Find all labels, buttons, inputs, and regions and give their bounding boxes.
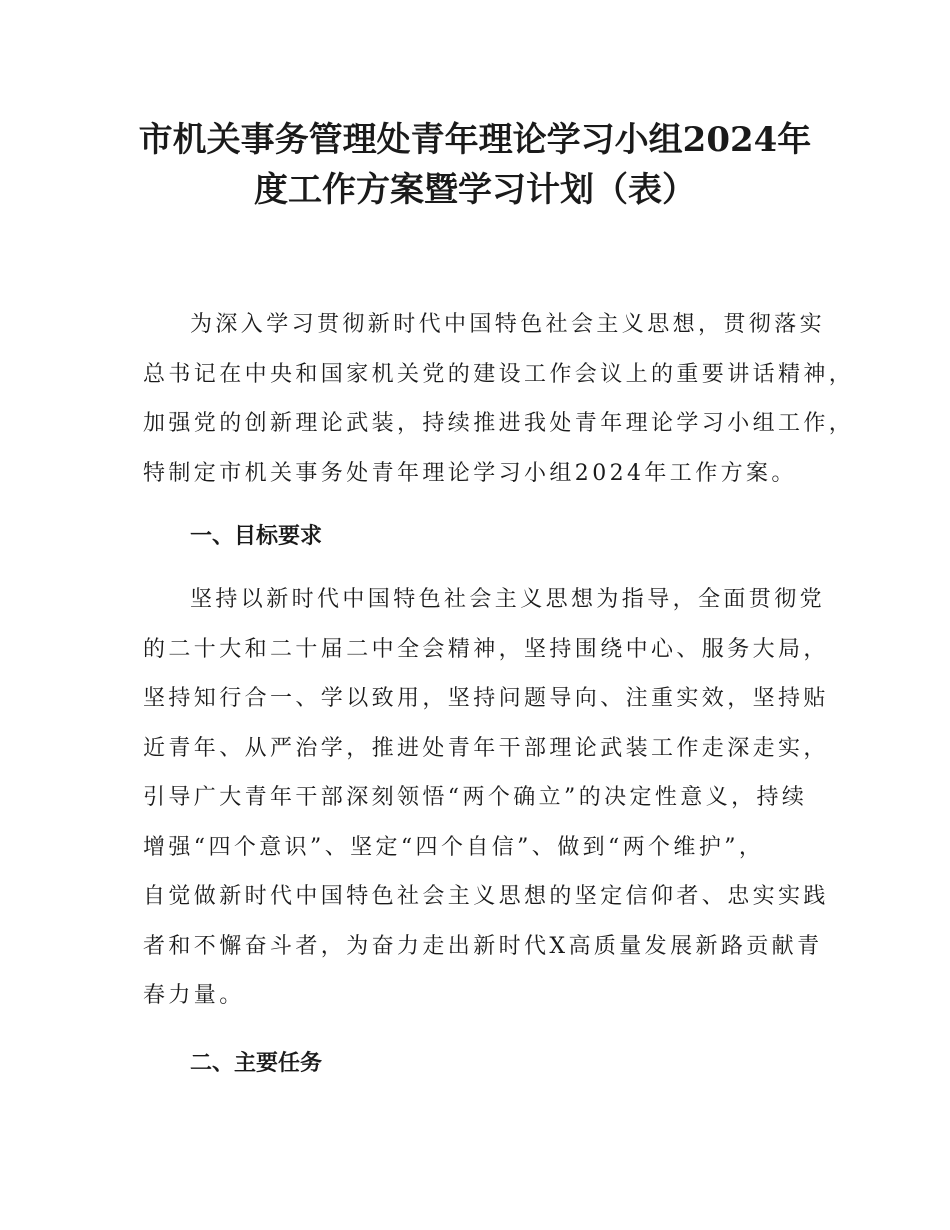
- intro-line: 总书记在中央和国家机关党的建设工作会议上的重要讲话精神，: [143, 361, 855, 387]
- goals-line: 者和不懈奋斗者，为奋力走出新时代X高质量发展新路贡献青: [143, 933, 823, 959]
- goals-line: 引导广大青年干部深刻领悟“两个确立”的决定性意义，持续: [143, 785, 808, 810]
- goals-line: 的二十大和二十届二中全会精神，坚持围绕中心、服务大局，: [143, 636, 829, 662]
- document-title-line-1: 市机关事务管理处青年理论学习小组2024年: [138, 120, 812, 160]
- intro-line: 特制定市机关事务处青年理论学习小组2024年工作方案。: [143, 460, 797, 486]
- section-heading-tasks: 二、主要任务: [190, 1051, 323, 1076]
- intro-paragraph: [143, 300, 855, 498]
- section-heading-goals: 一、目标要求: [190, 524, 323, 549]
- goals-paragraph: [143, 575, 829, 1021]
- goals-line: 坚持知行合一、学以致用，坚持问题导向、注重实效，坚持贴: [143, 686, 829, 711]
- goals-line: 近青年、从严治学，推进处青年干部理论武装工作走深走实，: [143, 735, 829, 761]
- goals-line: 春力量。: [143, 983, 245, 1008]
- goals-line: 自觉做新时代中国特色社会主义思想的坚定信仰者、忠实实践: [143, 884, 829, 909]
- goals-line: 增强“四个意识”、坚定“四个自信”、做到“两个维护”，: [143, 834, 765, 860]
- document-title-line-2: 度工作方案暨学习计划（表）: [254, 170, 696, 210]
- goals-line: 坚持以新时代中国特色社会主义思想为指导，全面贯彻党: [190, 587, 826, 612]
- intro-line: 加强党的创新理论武装，持续推进我处青年理论学习小组工作，: [143, 411, 855, 436]
- intro-line: 为深入学习贯彻新时代中国特色社会主义思想，贯彻落实: [190, 312, 826, 337]
